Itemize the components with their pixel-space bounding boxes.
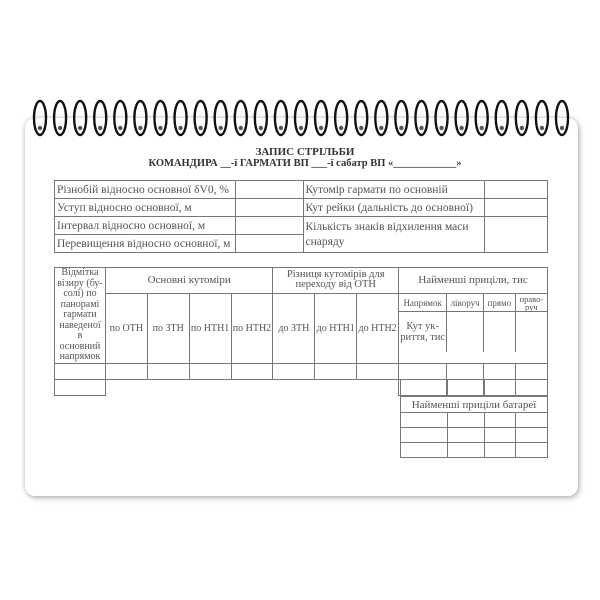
spiral-binding-icon [0,0,600,150]
label-rail-angle: Кут рейки (дальність до основної) [303,199,485,217]
table-row [401,380,548,396]
table-row [55,217,548,235]
value-cell[interactable] [235,217,303,235]
header-right: право-руч [515,294,547,312]
value-cell[interactable] [401,443,448,458]
label-cover-angle: Кут ук-риття, тис [399,312,447,352]
value-cell[interactable] [235,235,303,253]
table-row [399,312,547,352]
value-cell[interactable] [235,181,303,199]
value-cell[interactable] [399,363,447,379]
header-azimuth-diff: Різниця кутомірів для переходу від ОТН [273,268,399,294]
blank-area [105,379,398,395]
value-cell[interactable] [485,217,548,253]
value-cell[interactable] [401,428,448,443]
header-zth: по ЗТН [147,293,189,363]
table-row [55,181,548,199]
value-cell[interactable] [315,363,357,379]
label-elevation: Перевищення відносно основної, м [55,235,236,253]
battery-table [400,396,548,458]
value-cell[interactable] [516,413,548,428]
info-table [54,180,548,253]
label-dv0: Різнобій відносно основної δV0, % [55,181,236,199]
header-straight: прямо [484,294,516,312]
value-cell[interactable] [484,443,516,458]
value-cell[interactable] [231,363,273,379]
value-cell[interactable] [55,363,106,379]
table-row [55,199,548,217]
form-title: ЗАПИС СТРІЛЬБИ [255,146,355,158]
value-cell[interactable] [515,363,547,379]
table-row [399,294,547,312]
value-cell[interactable] [105,363,147,379]
table-row [401,443,548,458]
table-row [55,363,548,379]
value-cell[interactable] [147,363,189,379]
value-cell[interactable] [515,312,547,352]
sights-subtable [399,294,547,352]
sights-subgrid [399,293,548,363]
header-mark: Відмітка візиру (бу-солі) по панорамі гармати наведеної в основний напрямок [55,268,106,364]
header-oth: по ОТН [105,293,147,363]
value-cell[interactable] [516,380,548,396]
value-cell[interactable] [447,312,484,352]
value-cell[interactable] [401,380,448,396]
header-to-nth2: до НТН2 [357,293,399,363]
value-cell[interactable] [484,380,516,396]
value-cell[interactable] [448,380,485,396]
value-cell[interactable] [189,363,231,379]
label-interval: Інтервал відносно основної, м [55,217,236,235]
table-row [401,428,548,443]
value-cell[interactable] [448,413,485,428]
value-cell[interactable] [516,443,548,458]
battery-sights-title: Найменші приціли батареї [401,397,548,413]
value-cell[interactable] [516,428,548,443]
sights-extra-rows [400,379,548,396]
value-cell[interactable] [273,363,315,379]
header-nth2: по НТН2 [231,293,273,363]
form-subtitle: КОМАНДИРА __-ї ГАРМАТИ ВП ___-ї сабатр ВП «____________» [148,158,462,169]
label-gun-azimuth: Кутомір гармати по основній [303,181,485,199]
value-cell[interactable] [485,199,548,217]
value-cell[interactable] [484,428,516,443]
table-row [55,293,548,363]
value-cell[interactable] [448,428,485,443]
table-row [401,397,548,413]
header-main-azimuths: Основні кутоміри [105,268,272,294]
header-min-sights: Найменші приціли, тис [399,268,548,294]
value-cell[interactable] [484,312,516,352]
value-cell[interactable] [448,443,485,458]
value-cell[interactable] [55,379,106,395]
header-direction: Напрямок [399,294,447,312]
value-cell[interactable] [484,413,516,428]
form-title-block [60,146,550,170]
label-offset: Уступ відносно основної, м [55,199,236,217]
header-to-zth: до ЗТН [273,293,315,363]
table-row [55,268,548,294]
value-cell[interactable] [357,363,399,379]
value-cell[interactable] [483,363,515,379]
header-nth1: по НТН1 [189,293,231,363]
value-cell[interactable] [485,181,548,199]
value-cell[interactable] [235,199,303,217]
value-cell[interactable] [401,413,448,428]
main-table [54,267,548,396]
value-cell[interactable] [447,363,484,379]
table-row [401,413,548,428]
header-to-nth1: до НТН1 [315,293,357,363]
label-mass-signs: Кількість знаків відхилення маси снаряду [303,217,485,253]
header-left: ліворуч [447,294,484,312]
